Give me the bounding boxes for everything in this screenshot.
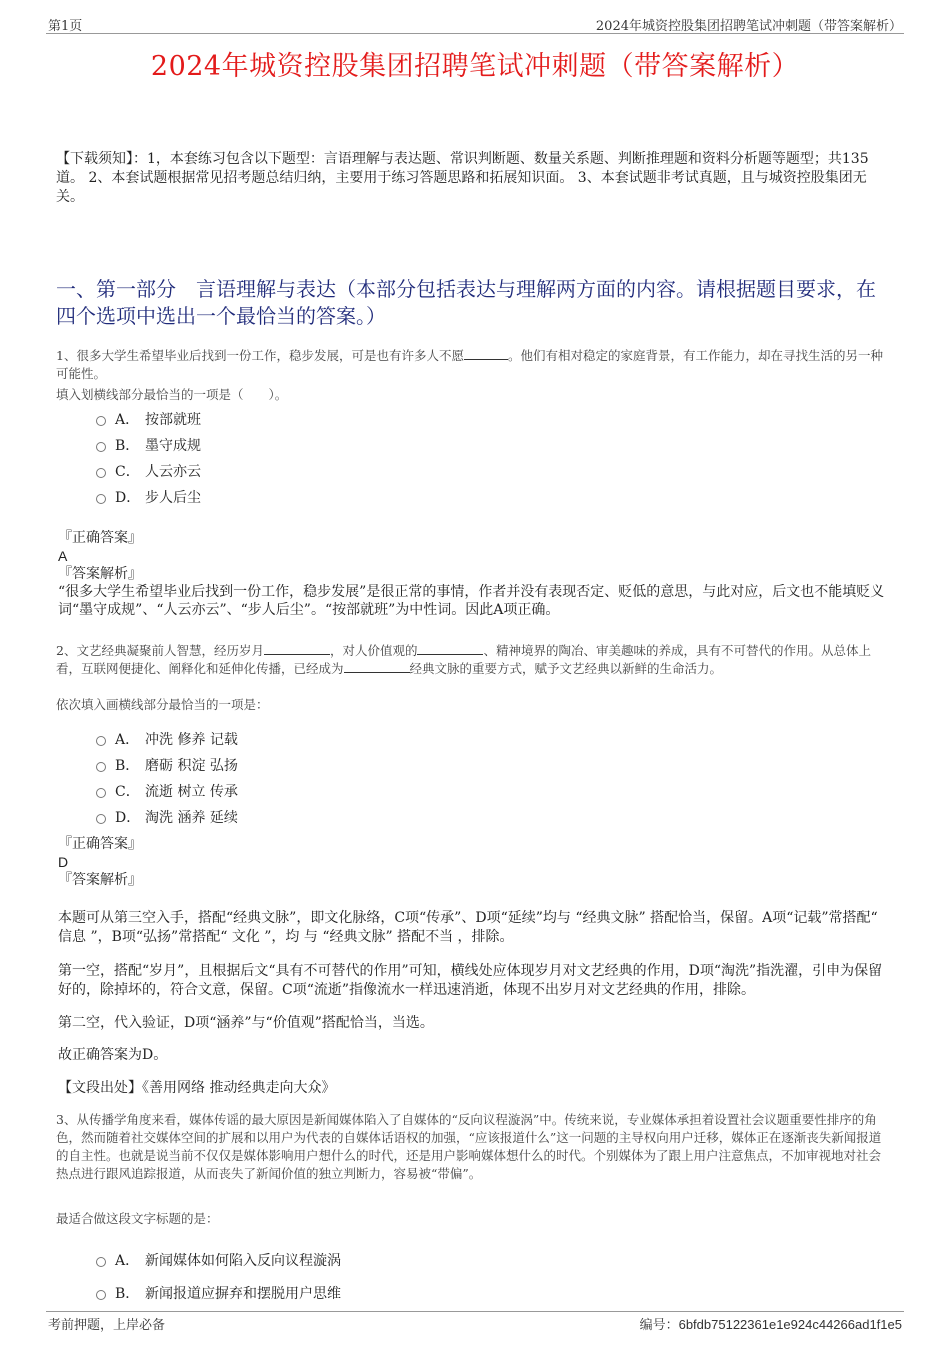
q1-analysis: “很多大学生希望毕业后找到一份工作，稳步发展”是很正常的事情，作者并没有表现否定、贬低的意思，与此对应，后文也不能填贬义词“墨守成规”、“人云亦云”、“步人后尘”。“按部就班”为中性词。因此A项正确。 (58, 584, 885, 618)
q1-blank (464, 347, 508, 360)
page-number: 第1页 (48, 19, 83, 34)
q1-answer: A (58, 548, 68, 564)
q1-answer-block (58, 529, 890, 619)
q1-option-a[interactable]: A． 按部就班 (96, 406, 201, 432)
running-header: 2024年城资控股集团招聘笔试冲刺题（带答案解析） (595, 19, 902, 34)
download-notice: 【下载须知】：1，本套练习包含以下题型：言语理解与表达题、常识判断题、数量关系题、判断推理题和资料分析题等题型；共135道。 2、本套试题根据常见招考题总结归纳，主要用于练习答题思路和拓展知识面。 3、本套试题非考试真题，且与城资控股集团无关。 (56, 151, 869, 205)
q2-answer: D (58, 854, 69, 870)
document-title: 2024年城资控股集团招聘笔试冲刺题（带答案解析） (150, 51, 800, 82)
q2-analysis-paragraph-2: 第一空，搭配“岁月”，且根据后文“具有不可替代的作用”可知，横线处应体现岁月对文艺经典的作用，D项“淘洗”指洗濯，引申为保留好的，除掉坏的，符合文意，保留。C项“流逝”指像流水一样迅速消逝，体现不出岁月对文艺经典的作用，排除。 (58, 963, 883, 998)
question-1-options (96, 406, 201, 510)
q2-option-c[interactable]: C． 流逝 树立 传承 (96, 778, 238, 804)
q1-stem-part-2: 。他们有相对稳定的家庭背景，有工作能力，却在寻找生活的另一种可能性。 (56, 348, 883, 381)
question-2-prompt: 依次填入画横线部分最恰当的一项是： (56, 697, 269, 712)
question-1-stem (56, 347, 892, 383)
q2-answer-block (58, 835, 890, 889)
question-1-prompt: 填入划横线部分最恰当的一项是（ ）。 (56, 387, 288, 402)
footer-divider (46, 1311, 904, 1312)
question-2-options (96, 726, 238, 830)
radio-icon[interactable] (96, 788, 106, 798)
q2-blank-3 (344, 660, 410, 673)
q1-stem-part-1: 1、很多大学生希望毕业后找到一份工作，稳步发展，可是也有许多人不愿 (56, 348, 464, 363)
q1-option-d[interactable]: D． 步人后尘 (96, 484, 201, 510)
q2-blank-2 (417, 642, 483, 655)
radio-icon[interactable] (96, 416, 106, 426)
q2-blank-1 (264, 642, 330, 655)
radio-icon[interactable] (96, 1290, 106, 1300)
header-divider (46, 33, 904, 34)
radio-icon[interactable] (96, 442, 106, 452)
q3-option-a[interactable]: A． 新闻媒体如何陷入反向议程漩涡 (96, 1240, 341, 1280)
radio-icon[interactable] (96, 762, 106, 772)
question-3-prompt: 最适合做这段文字标题的是： (56, 1211, 219, 1226)
q2-analysis-label: 『答案解析』 (58, 872, 142, 888)
document-code: 6bfdb75122361e1e924c44266ad1f1e5 (678, 1317, 902, 1332)
q2-answer-label: 『正确答案』 (58, 836, 142, 852)
radio-icon[interactable] (96, 814, 106, 824)
q2-option-d[interactable]: D． 淘洗 涵养 延续 (96, 804, 238, 830)
q1-analysis-label: 『答案解析』 (58, 566, 142, 582)
footer-slogan: 考前押题，上岸必备 (48, 1318, 166, 1333)
radio-icon[interactable] (96, 468, 106, 478)
q2-analysis-paragraph-4: 故正确答案为D。 (58, 1047, 168, 1063)
q2-option-b[interactable]: B． 磨砺 积淀 弘扬 (96, 752, 238, 778)
q1-option-b[interactable]: B． 墨守成规 (96, 432, 201, 458)
section-heading: 一、第一部分 言语理解与表达（本部分包括表达与理解两方面的内容。请根据题目要求，在四个选项中选出一个最恰当的答案。） (56, 277, 876, 328)
radio-icon[interactable] (96, 736, 106, 746)
q3-option-b[interactable]: B． 新闻报道应摒弃和摆脱用户思维 (96, 1280, 341, 1306)
q2-analysis-paragraph-1: 本题可从第三空入手，搭配“经典文脉”，即文化脉络，C项“传承”、D项“延续”均与 “经典文脉” 搭配恰当，保留。A项“记载”常搭配“ 信息 ”，B项“弘扬”常搭配“ 文化 ”，均 与 “经典文脉” 搭配不当 ，排除。 (58, 910, 878, 945)
q2-source: 【文段出处】《善用网络 推动经典走向大众》 (58, 1080, 336, 1096)
footer-code: 编号：6bfdb75122361e1e924c44266ad1f1e5 (639, 1317, 902, 1333)
question-3-stem: 3、从传播学角度来看，媒体传谣的最大原因是新闻媒体陷入了自媒体的“反向议程漩涡”中。传统来说，专业媒体承担着设置社会议题重要性排序的角色，然而随着社交媒体空间的扩展和以用户为代表的自媒体话语权的加强，“应该报道什么”这一问题的主导权向用户迁移，媒体正在逐渐丧失新闻报道的自主性。也就是说当前不仅仅是媒体影响用户想什么的时代，还是用户影响媒体想什么的时代。个别媒体为了跟上用户注意焦点，不加审视地对社会热点进行跟风追踪报道，从而丧失了新闻价值的独立判断力，容易被“带偏”。 (56, 1112, 882, 1181)
question-2-stem: 2、文艺经典凝聚前人智慧，经历岁月 ，对人价值观的 、精神境界的陶冶、审美趣味的养成，具有不可替代的作用。从总体上看，互联网便捷化、阐释化和延伸化传播，已经成为 经典文脉的重要方式，赋予文艺经典以新鲜的生命活力。 (56, 643, 871, 676)
q1-option-c[interactable]: C． 人云亦云 (96, 458, 201, 484)
radio-icon[interactable] (96, 494, 106, 504)
q1-answer-label: 『正确答案』 (58, 530, 142, 546)
q2-analysis-paragraph-3: 第二空，代入验证，D项“涵养”与“价值观”搭配恰当，当选。 (58, 1015, 434, 1031)
radio-icon[interactable] (96, 1257, 106, 1267)
q2-option-a[interactable]: A． 冲洗 修养 记载 (96, 726, 238, 752)
question-3-options (96, 1240, 341, 1306)
